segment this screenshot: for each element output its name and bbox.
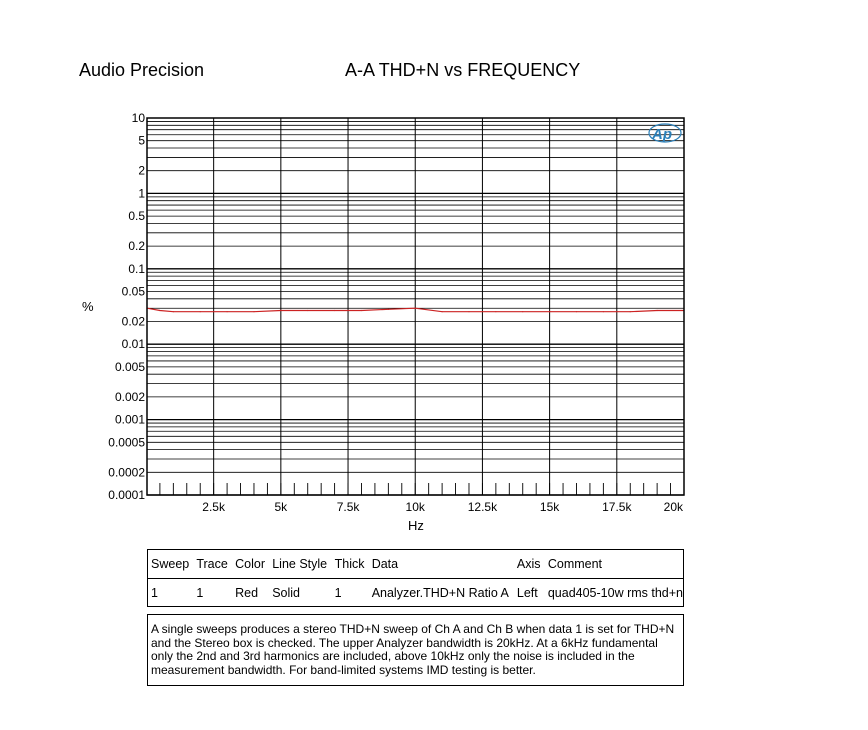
y-tick-label: 0.2 — [128, 239, 145, 254]
legend-header-cell: Data — [369, 550, 514, 579]
data-point — [388, 309, 389, 310]
data-point — [442, 311, 443, 312]
data-point — [361, 310, 362, 311]
data-point — [334, 310, 335, 311]
legend-cell: Red — [235, 586, 259, 600]
ap-logo-text: Ap — [652, 126, 672, 143]
data-point — [415, 308, 416, 309]
legend-cell: 1 — [196, 586, 204, 600]
chart-title: A-A THD+N vs FREQUENCY — [345, 60, 581, 80]
data-point — [226, 311, 227, 312]
legend-cell: Analyzer.THD+N Ratio A — [371, 586, 509, 600]
x-tick-label: 20k — [663, 500, 683, 514]
legend-header-cell: Comment — [545, 550, 683, 579]
data-point — [522, 311, 523, 312]
x-tick-label: 5k — [274, 500, 288, 514]
data-point — [495, 311, 496, 312]
y-tick-label: 0.0005 — [108, 435, 145, 450]
legend-header-cell: Line Style — [269, 550, 331, 579]
y-tick-label: 0.1 — [128, 261, 145, 276]
measurement-note: A single sweeps produces a stereo THD+N sweep of Ch A and Ch B when data 1 is set for THD+N and the Stereo box is checked. The upper Analyzer bandwidth is 20kHz. At a 6kHz fundamental only the 2nd and 3rd harmonics are included, above 10kHz only the noise is included in the measurement bandwidth. For band-limited systems IMD testing is better. — [147, 614, 684, 686]
data-point — [200, 311, 201, 312]
legend-cell: 1 — [151, 586, 158, 600]
legend-header-cell: Trace — [193, 550, 232, 579]
data-point — [159, 310, 160, 311]
y-tick-label: 0.0002 — [108, 465, 145, 480]
x-tick-label: 17.5k — [602, 500, 632, 514]
legend-cell: Solid — [272, 586, 301, 600]
legend-header-cell: Color — [232, 550, 269, 579]
legend-cell: Left — [516, 586, 538, 600]
x-tick-labels — [202, 500, 684, 514]
data-point — [576, 311, 577, 312]
x-tick-label: 15k — [539, 500, 560, 514]
legend-row — [148, 579, 683, 608]
x-tick-label: 7.5k — [336, 500, 360, 514]
legend-header-cell: Axis — [514, 550, 545, 579]
y-tick-label: 0.0001 — [108, 488, 145, 502]
data-point — [549, 311, 550, 312]
y-tick-label: 0.001 — [114, 412, 145, 427]
legend-cell: quad405-10w rms thd+n — [547, 586, 683, 600]
y-tick-labels — [108, 111, 145, 502]
y-tick-label: 1 — [138, 186, 145, 201]
y-tick-label: 0.5 — [128, 209, 145, 224]
y-tick-label: 0.05 — [121, 284, 145, 299]
legend-table — [147, 549, 684, 607]
data-point — [603, 311, 604, 312]
y-tick-label: 0.002 — [114, 389, 145, 404]
legend-cell: 1 — [334, 586, 342, 600]
legend-header-cell: Thick — [332, 550, 369, 579]
y-axis-label: % — [82, 299, 94, 314]
data-point — [657, 310, 658, 311]
data-point — [173, 311, 174, 312]
brand-label: Audio Precision — [79, 60, 205, 80]
data-point — [307, 310, 308, 311]
y-tick-label: 2 — [138, 163, 145, 178]
x-tick-label: 10k — [405, 500, 425, 514]
x-tick-label: 2.5k — [202, 500, 225, 514]
y-tick-label: 0.005 — [114, 359, 145, 374]
x-axis-label: Hz — [408, 518, 424, 533]
x-tick-label: 12.5k — [467, 500, 498, 514]
legend-header-row — [148, 550, 683, 579]
y-tick-label: 0.02 — [121, 314, 145, 329]
data-point — [468, 311, 469, 312]
legend-header-cell: Sweep — [148, 550, 193, 579]
data-point — [280, 310, 281, 311]
data-point — [253, 311, 254, 312]
y-tick-label: 10 — [131, 111, 145, 125]
y-tick-label: 5 — [138, 133, 145, 148]
y-tick-label: 0.01 — [121, 337, 145, 352]
data-point — [630, 311, 631, 312]
